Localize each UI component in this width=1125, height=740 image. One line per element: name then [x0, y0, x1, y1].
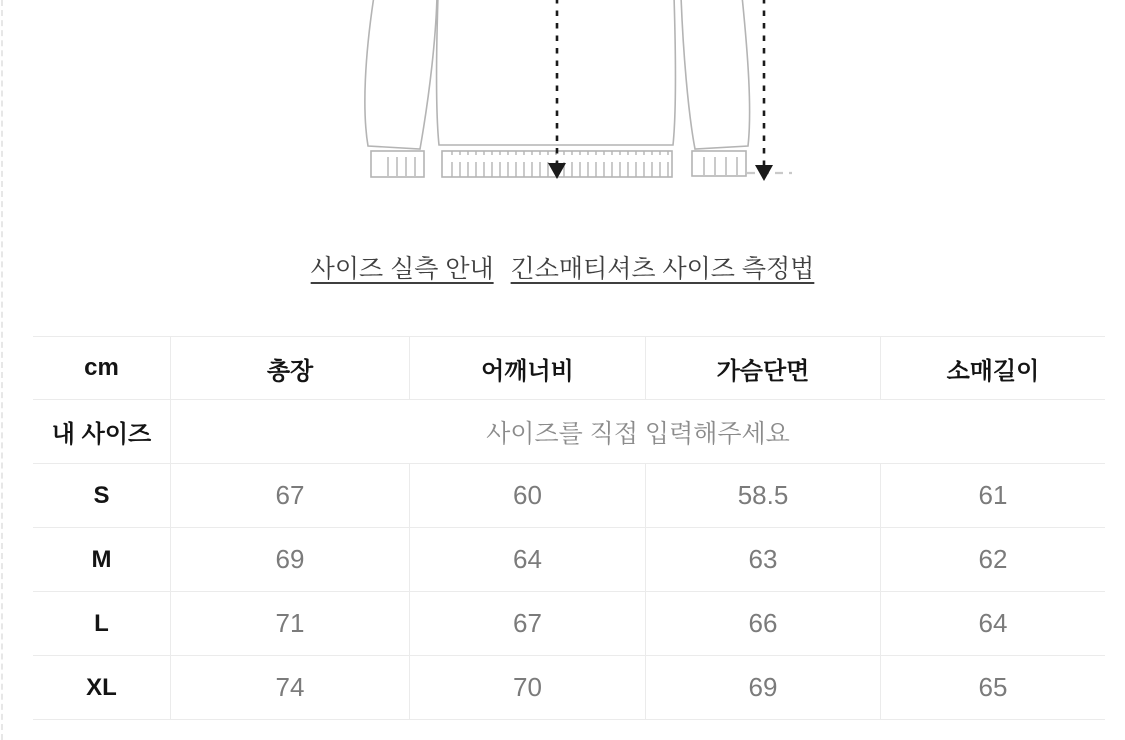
size-value: 58.5: [645, 464, 880, 527]
size-row-label: S: [93, 481, 110, 509]
garment-measurement-diagram: [0, 0, 1125, 192]
my-size-row: [33, 400, 1105, 464]
size-measure-guide-link[interactable]: 사이즈 실측 안내: [310, 255, 494, 283]
cuff-right: [692, 151, 746, 176]
size-value: 74: [170, 656, 409, 719]
size-value: 69: [645, 656, 880, 719]
sleeve-left: [365, 0, 437, 149]
size-value: 66: [645, 592, 880, 655]
size-row-label: M: [91, 545, 112, 573]
size-value: 64: [409, 528, 645, 591]
size-value: 61: [880, 464, 1105, 527]
size-value: 70: [409, 656, 645, 719]
my-size-label: 내 사이즈: [51, 421, 152, 448]
size-value: 64: [880, 592, 1105, 655]
size-table: [33, 336, 1105, 720]
size-table-header-row: [33, 337, 1105, 400]
size-row-label: L: [94, 609, 109, 637]
sleeve-right: [681, 0, 750, 149]
sleeve-length-arrow-icon: [755, 165, 773, 181]
size-table-header-unit: cm: [84, 354, 119, 381]
size-value: 67: [170, 464, 409, 527]
size-row-xl: [33, 656, 1105, 720]
size-value: 62: [880, 528, 1105, 591]
size-value: 71: [170, 592, 409, 655]
size-table-header-sleeve-length: 소매길이: [880, 337, 1105, 399]
size-table-header-chest-width: 가슴단면: [645, 337, 880, 399]
size-row-s: [33, 464, 1105, 528]
tshirt-measure-method-link[interactable]: 긴소매티셔츠 사이즈 측정법: [510, 255, 815, 283]
size-row-l: [33, 592, 1105, 656]
garment-diagram-svg: [0, 0, 1125, 192]
size-value: 67: [409, 592, 645, 655]
my-size-input-cell[interactable]: 사이즈를 직접 입력해주세요: [170, 400, 1105, 463]
size-value: 60: [409, 464, 645, 527]
size-table-header-shoulder-width: 어깨너비: [409, 337, 645, 399]
size-table-header-total-length: 총장: [170, 337, 409, 399]
size-row-m: [33, 528, 1105, 592]
size-guide-links: [0, 249, 1125, 285]
size-value: 65: [880, 656, 1105, 719]
size-row-label: XL: [86, 673, 117, 701]
size-value: 63: [645, 528, 880, 591]
size-value: 69: [170, 528, 409, 591]
